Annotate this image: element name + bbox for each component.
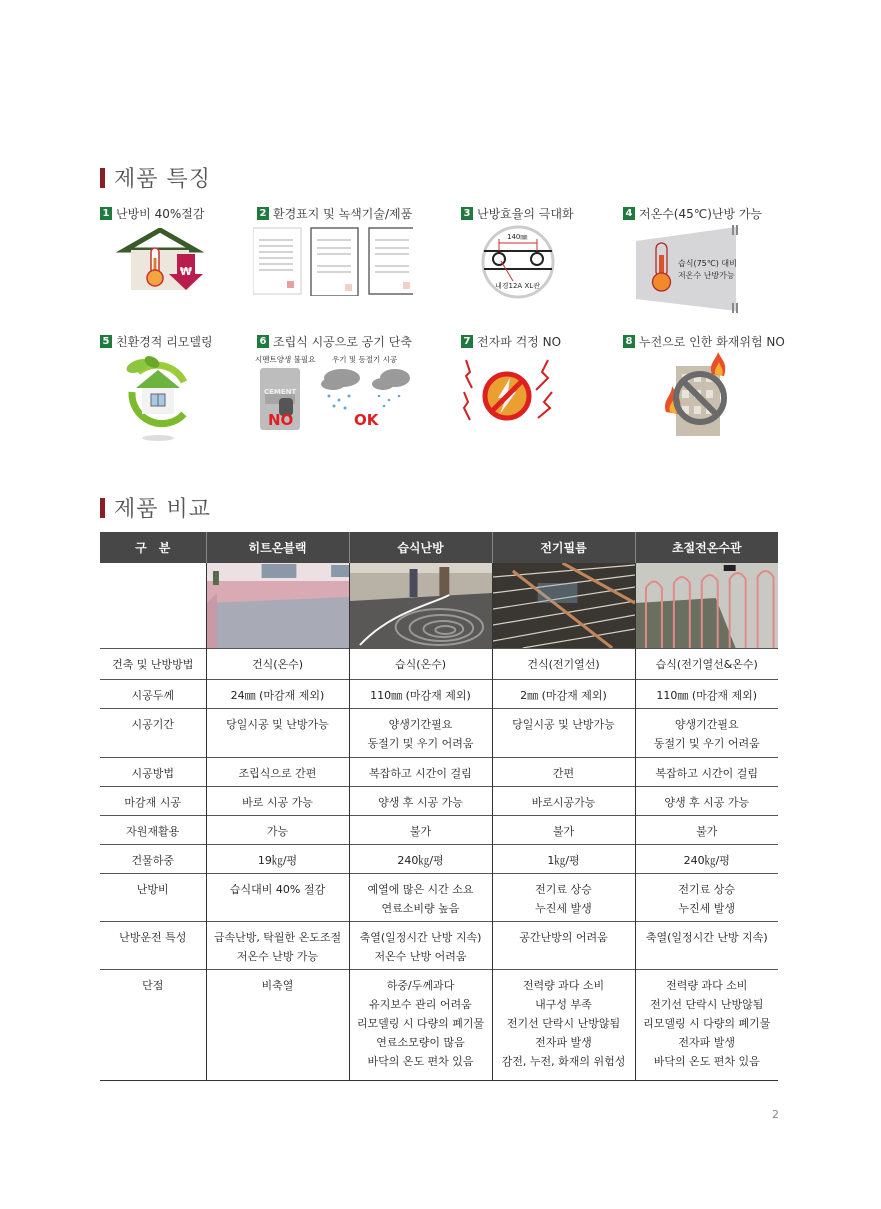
feature-label: 조립식 시공으로 공기 단축 — [273, 335, 412, 349]
cell-line: 리모델링 시 다량의 폐기물 — [643, 1017, 771, 1030]
table-cell — [635, 845, 778, 874]
row-label: 건물하중 — [100, 845, 206, 874]
cement-cloud-icon — [255, 354, 415, 434]
table-cell — [349, 816, 492, 845]
cell-line: 축열(일정시간 난방 지속) — [359, 931, 482, 944]
cell-line: 가능 — [266, 825, 289, 838]
table-cell — [635, 709, 778, 758]
feature-number-badge: 8 — [623, 335, 635, 348]
cell-line: 하중/두께과다 — [386, 979, 455, 992]
comparison-table — [100, 532, 778, 1081]
table-cell — [635, 680, 778, 709]
cell-line: 240㎏/평 — [397, 854, 444, 867]
pipe-diameter-label: 내경12A XL관 — [495, 282, 540, 290]
cell-line: 불가 — [552, 825, 575, 838]
table-cell — [206, 845, 349, 874]
feature-label: 전자파 걱정 NO — [477, 335, 562, 349]
table-cell — [349, 874, 492, 922]
row-label: 건축 및 난방방법 — [100, 649, 206, 680]
cell-line: 110㎜ (마감재 제외) — [656, 689, 758, 702]
cell-line: 공간난방의 어려움 — [519, 931, 608, 944]
cell-line: 당일시공 및 난방가능 — [226, 718, 329, 731]
cell-line: 24㎜ (마감재 제외) — [230, 689, 325, 702]
table-cell — [492, 649, 635, 680]
no-fire-building-icon — [662, 352, 738, 438]
table-cell — [492, 680, 635, 709]
cell-line: 습식대비 40% 절감 — [229, 883, 326, 896]
feature-number-badge: 7 — [461, 335, 473, 348]
cell-line: 건식(온수) — [251, 658, 304, 671]
table-cell — [492, 816, 635, 845]
table-cell — [206, 709, 349, 758]
certificates-icon — [253, 226, 413, 296]
header-heaton-black: 히트온블랙 — [206, 532, 349, 563]
cell-line: 양생 후 시공 가능 — [378, 796, 463, 809]
table-cell — [492, 709, 635, 758]
cement-bag-text: CEMENT — [264, 388, 297, 396]
cell-line: 전자파 발생 — [678, 1036, 736, 1049]
header-wet-heating: 습식난방 — [349, 532, 492, 563]
table-row — [100, 970, 778, 1081]
table-cell — [635, 970, 778, 1081]
panel-thermometer-icon — [636, 225, 744, 315]
svg-text:₩: ₩ — [179, 265, 193, 278]
table-row — [100, 874, 778, 922]
table-row — [100, 787, 778, 816]
table-cell — [635, 816, 778, 845]
cell-line: 저온수 난방 어려움 — [374, 950, 467, 963]
page-number: 2 — [772, 1108, 779, 1121]
row-label: 시공기간 — [100, 709, 206, 758]
table-cell — [206, 970, 349, 1081]
feature-4 — [623, 205, 798, 222]
heaton-black-floor-photo — [207, 563, 349, 648]
cell-line: 양생기간필요 — [674, 718, 739, 731]
cell-line: 전력량 과다 소비 — [666, 979, 748, 992]
no-electromagnetic-icon — [462, 358, 557, 428]
table-cell — [206, 922, 349, 970]
panel-text-line: 저온수 난방가능 — [678, 271, 735, 280]
table-cell — [206, 874, 349, 922]
header-energy-saving-pipe: 초절전온수관 — [635, 532, 778, 563]
feature-label: 환경표지 및 녹색기술/제품 — [273, 207, 413, 221]
cell-line: 바로 시공 가능 — [242, 796, 313, 809]
comparison-section-title — [100, 492, 211, 523]
feature-number-badge: 2 — [257, 207, 269, 220]
cell-line: 불가 — [696, 825, 718, 838]
table-row — [100, 758, 778, 787]
table-cell — [206, 787, 349, 816]
table-row — [100, 845, 778, 874]
comparison-title-text: 제품 비교 — [114, 497, 212, 522]
row-label: 난방비 — [100, 874, 206, 922]
table-cell — [349, 680, 492, 709]
cell-line: 불가 — [409, 825, 432, 838]
cell-line: 유지보수 관리 어려움 — [369, 998, 472, 1011]
feature-5 — [100, 333, 275, 350]
cell-line: 전기선 단락시 난방않됨 — [650, 998, 764, 1011]
cell-line: 습식(온수) — [394, 658, 447, 671]
table-row — [100, 709, 778, 758]
table-cell — [349, 787, 492, 816]
table-cell — [349, 845, 492, 874]
features-title-text: 제품 특징 — [114, 167, 212, 192]
title-accent-bar — [100, 168, 105, 188]
weather-caption: 우기 및 동절기 시공 — [332, 355, 398, 364]
features-section-title — [100, 162, 211, 193]
photo-row — [100, 563, 778, 649]
table-cell — [349, 970, 492, 1081]
table-cell — [492, 970, 635, 1081]
table-cell — [635, 649, 778, 680]
feature-number-badge: 5 — [100, 335, 112, 348]
table-header-row — [100, 532, 778, 563]
table-cell — [492, 874, 635, 922]
feature-number-badge: 1 — [100, 207, 112, 220]
cell-line: 누진세 발생 — [535, 902, 592, 915]
photo-cell — [635, 563, 778, 649]
row-label: 시공두께 — [100, 680, 206, 709]
cell-line: 복잡하고 시간이 걸림 — [655, 767, 759, 780]
cell-line: 누진세 발생 — [678, 902, 736, 915]
electric-film-photo — [493, 563, 635, 648]
cell-line: 2㎜ (마감재 제외) — [520, 689, 607, 702]
table-cell — [635, 787, 778, 816]
cell-line: 당일시공 및 난방가능 — [512, 718, 615, 731]
cell-line: 내구성 부족 — [535, 998, 592, 1011]
eco-house-icon — [118, 352, 198, 442]
feature-8 — [623, 333, 798, 350]
pipe-spacing-label: 140㎜ — [507, 233, 528, 241]
table-row — [100, 816, 778, 845]
table-cell — [492, 922, 635, 970]
ok-text: OK — [354, 411, 379, 429]
row-label: 단점 — [100, 970, 206, 1081]
table-cell — [635, 874, 778, 922]
cell-line: 예열에 많은 시간 소요 — [367, 883, 474, 896]
table-cell — [206, 680, 349, 709]
feature-number-badge: 3 — [461, 207, 473, 220]
row-label: 난방운전 특성 — [100, 922, 206, 970]
cell-line: 전력량 과다 소비 — [522, 979, 605, 992]
table-cell — [492, 787, 635, 816]
cell-line: 비축열 — [261, 979, 294, 992]
empty-cell — [100, 563, 206, 649]
cell-line: 축열(일정시간 난방 지속) — [645, 931, 768, 944]
cell-line: 조립식으로 간편 — [238, 767, 317, 780]
cell-line: 습식(전기열선&온수) — [655, 658, 758, 671]
photo-cell — [349, 563, 492, 649]
table-cell — [492, 758, 635, 787]
cell-line: 전기료 상승 — [678, 883, 736, 896]
pipe-cross-section-icon — [481, 225, 555, 299]
feature-label: 난방효율의 극대화 — [477, 207, 574, 221]
feature-label: 난방비 40%절감 — [116, 207, 205, 221]
table-cell — [206, 816, 349, 845]
feature-3 — [461, 205, 636, 222]
cell-line: 양생기간필요 — [388, 718, 453, 731]
feature-1 — [100, 205, 275, 222]
cell-line: 급속난방, 탁월한 온도조절 — [213, 931, 342, 944]
feature-label: 친환경적 리모델링 — [116, 335, 213, 349]
feature-number-badge: 4 — [623, 207, 635, 220]
panel-text-line: 습식(75℃) 대비 — [678, 259, 737, 268]
row-label: 시공방법 — [100, 758, 206, 787]
feature-2 — [257, 205, 432, 222]
feature-6 — [257, 333, 432, 350]
cell-line: 간편 — [552, 767, 575, 780]
table-cell — [349, 922, 492, 970]
title-accent-bar — [100, 498, 105, 518]
cell-line: 리모델링 시 다량의 폐기물 — [356, 1017, 485, 1030]
photo-cell — [206, 563, 349, 649]
cell-line: 240㎏/평 — [683, 854, 730, 867]
table-cell — [206, 649, 349, 680]
table-cell — [635, 758, 778, 787]
table-cell — [349, 709, 492, 758]
table-cell — [206, 758, 349, 787]
table-cell — [492, 845, 635, 874]
header-electric-film: 전기필름 — [492, 532, 635, 563]
feature-7 — [461, 333, 636, 350]
cell-line: 감전, 누전, 화재의 위험성 — [501, 1055, 626, 1068]
table-row — [100, 922, 778, 970]
row-label: 마감재 시공 — [100, 787, 206, 816]
cell-line: 복잡하고 시간이 걸림 — [369, 767, 472, 780]
row-label: 자원재활용 — [100, 816, 206, 845]
photo-cell — [492, 563, 635, 649]
cell-line: 전기료 상승 — [535, 883, 592, 896]
header-category: 구 분 — [100, 532, 206, 563]
cell-line: 양생 후 시공 가능 — [664, 796, 750, 809]
wet-heating-photo — [350, 563, 492, 648]
cell-line: 1㎏/평 — [547, 854, 580, 867]
cell-line: 연료소모량이 많음 — [376, 1036, 465, 1049]
cell-line: 건식(전기열선) — [527, 658, 600, 671]
cell-line: 전기선 단락시 난방않됨 — [506, 1017, 621, 1030]
house-thermometer-down-arrow-icon — [115, 228, 210, 293]
table-cell — [349, 649, 492, 680]
cell-line: 저온수 난방 가능 — [236, 950, 319, 963]
cell-line: 바닥의 온도 편차 있음 — [367, 1055, 474, 1068]
cell-line: 전자파 발생 — [535, 1036, 592, 1049]
table-row — [100, 649, 778, 680]
table-row — [100, 680, 778, 709]
table-cell — [635, 922, 778, 970]
cell-line: 연료소비량 높음 — [381, 902, 460, 915]
cell-line: 동절기 및 우기 어려움 — [367, 737, 474, 750]
cell-line: 19㎏/평 — [257, 854, 298, 867]
feature-label: 누전으로 인한 화재위험 NO — [639, 335, 785, 349]
table-cell — [349, 758, 492, 787]
cell-line: 바로시공가능 — [531, 796, 596, 809]
feature-label: 저온수(45℃)난방 가능 — [639, 207, 763, 221]
feature-number-badge: 6 — [257, 335, 269, 348]
cell-line: 바닥의 온도 편차 있음 — [653, 1055, 760, 1068]
cell-line: 동절기 및 우기 어려움 — [653, 737, 760, 750]
no-text: NO — [268, 411, 294, 429]
energy-saving-pipe-photo — [636, 563, 779, 648]
cell-line: 110㎜ (마감재 제외) — [370, 689, 471, 702]
cement-caption: 시멘트양생 불필요 — [255, 355, 316, 364]
